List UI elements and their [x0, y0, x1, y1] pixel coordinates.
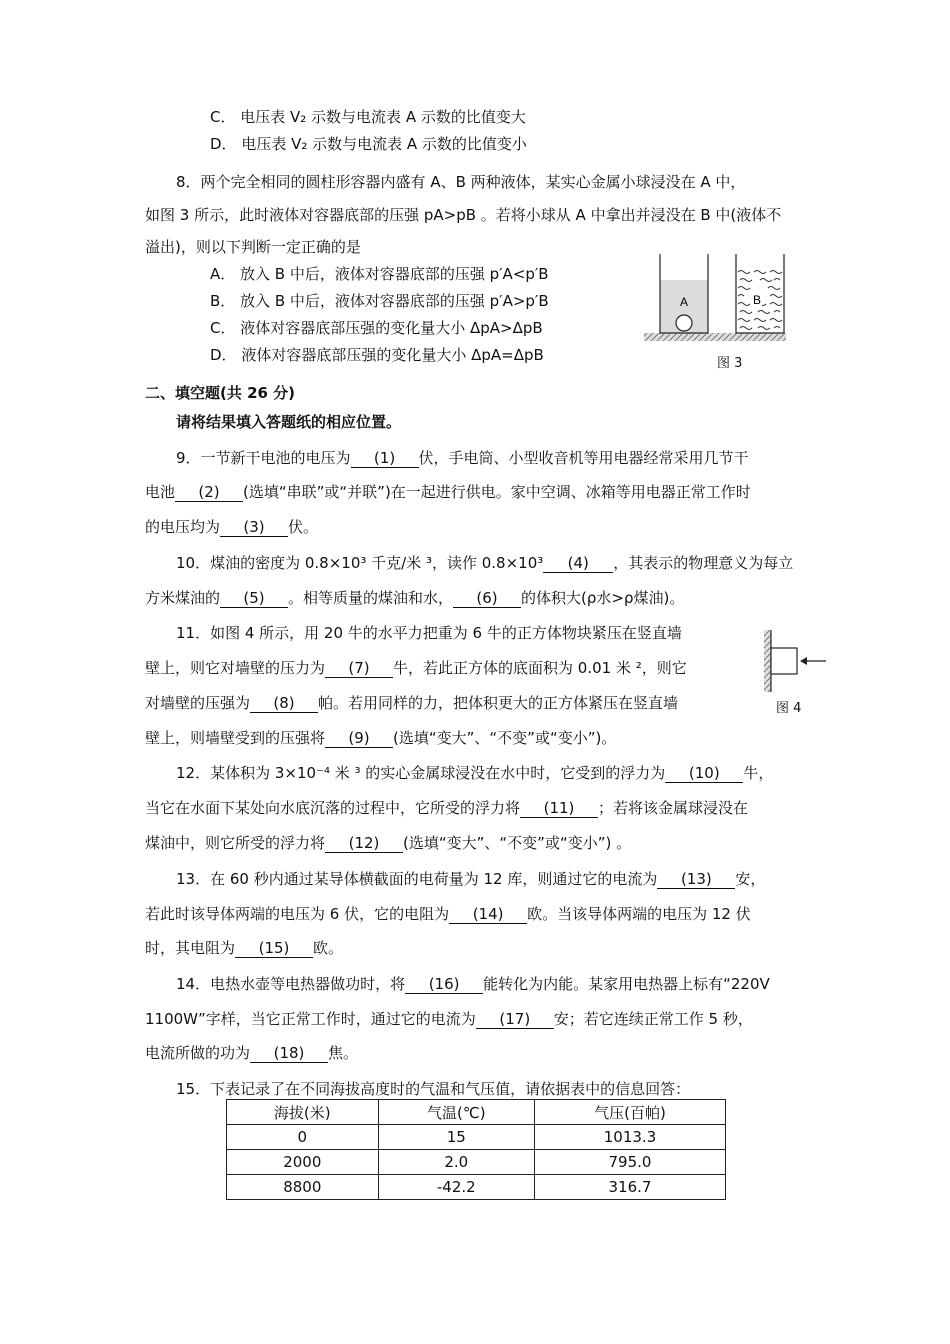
- q8-line-1: 8．两个完全相同的圆柱形容器内盛有 A、B 两种液体，某实心金属小球浸没在 A 中，: [176, 173, 746, 191]
- blank-3[interactable]: (3): [220, 518, 288, 537]
- wall: [764, 630, 771, 692]
- cell-temperature: 2.0: [378, 1150, 534, 1175]
- table-row: [227, 1150, 726, 1175]
- q14-text-1: 14．电热水壶等电热器做功时，将: [176, 975, 406, 993]
- q10-text-1: 10．煤油的密度为 0.8×10³ 千克/米 ³，读作 0.8×10³: [176, 554, 544, 572]
- q8-option-d: D． 液体对容器底部压强的变化量大小 ΔpA=ΔpB: [210, 346, 544, 364]
- q8-line-3: 溢出)，则以下判断一定正确的是: [145, 238, 361, 256]
- q11-line-1: 11．如图 4 所示，用 20 牛的水平力把重为 6 牛的正方体物块紧压在竖直墙: [176, 624, 682, 642]
- header-temperature: 气温(℃): [378, 1100, 534, 1125]
- blank-12[interactable]: (12): [325, 834, 403, 853]
- blank-6[interactable]: (6): [453, 589, 521, 608]
- table-row: [227, 1125, 726, 1150]
- q9-text-1: 9．一节新干电池的电压为: [176, 449, 351, 467]
- blank-9[interactable]: (9): [325, 729, 393, 748]
- figure-3-caption: 图 3: [717, 356, 743, 371]
- blank-5[interactable]: (5): [220, 589, 288, 608]
- q13-line-3: [145, 938, 343, 958]
- table-row: [227, 1175, 726, 1200]
- q13-line-2: [145, 904, 751, 924]
- blank-4[interactable]: (4): [543, 554, 613, 573]
- q12-line-2: [145, 798, 748, 818]
- q7-option-d: D． 电压表 V₂ 示数与电流表 A 示数的比值变小: [210, 135, 527, 153]
- section-instruction: 请将结果填入答题纸的相应位置。: [176, 413, 402, 431]
- q11-text-4: 对墙壁的压强为: [145, 694, 251, 712]
- force-arrowhead: [800, 657, 807, 665]
- q12-text-4: ；若将该金属球浸没在: [598, 799, 749, 817]
- header-pressure: 气压(百帕): [535, 1100, 726, 1125]
- q11-text-6: 壁上，则墙壁受到的压强将: [145, 729, 326, 747]
- q12-line-1: [176, 763, 773, 783]
- q9-text-4: (选填“串联”或“并联”)在一起进行供电。家中空调、冰箱等用电器正常工作时: [243, 483, 751, 501]
- q12-text-6: (选填“变大”、“不变”或“变小”) 。: [403, 834, 632, 852]
- q14-text-3: 1100W”字样，当它正常工作时，通过它的电流为: [145, 1010, 476, 1028]
- q9-text-2: 伏，手电筒、小型收音机等用电器经常采用几节干: [418, 449, 749, 467]
- q11-text-3: 牛，若此正方体的底面积为 0.01 米 ²，则它: [393, 659, 687, 677]
- header-altitude: 海拔(米): [227, 1100, 379, 1125]
- q9-text-6: 伏。: [288, 518, 319, 536]
- blank-11[interactable]: (11): [520, 799, 598, 818]
- q8-option-a: A． 放入 B 中后，液体对容器底部的压强 p′A<p′B: [210, 265, 549, 283]
- cell-temperature: -42.2: [378, 1175, 534, 1200]
- blank-18[interactable]: (18): [250, 1044, 328, 1063]
- q9-text-3: 电池: [145, 483, 176, 501]
- q10-text-5: 的体积大(ρ水>ρ煤油)。: [521, 589, 685, 607]
- q11-text-5: 帕。若用同样的力，把体积更大的正方体紧压在竖直墙: [318, 694, 679, 712]
- cube-block: [771, 648, 797, 674]
- blank-14[interactable]: (14): [449, 905, 527, 924]
- blank-16[interactable]: (16): [405, 975, 483, 994]
- q14-text-6: 焦。: [328, 1044, 359, 1062]
- cell-altitude: 0: [227, 1125, 379, 1150]
- figure-3: [640, 250, 790, 345]
- q9-line-3: [145, 517, 318, 537]
- blank-2[interactable]: (2): [175, 483, 243, 502]
- q14-text-4: 安；若它连续正常工作 5 秒，: [553, 1010, 753, 1028]
- q12-line-3: [145, 833, 631, 853]
- figure-4: [760, 628, 830, 694]
- ground: [644, 333, 786, 341]
- q14-text-5: 电流所做的功为: [145, 1044, 251, 1062]
- q9-text-5: 的电压均为: [145, 518, 221, 536]
- table-header-row: [227, 1100, 726, 1125]
- q13-text-5: 时，其电阻为: [145, 939, 236, 957]
- q11-text-2: 壁上，则它对墙壁的压力为: [145, 659, 326, 677]
- q12-text-2: 牛，: [743, 764, 774, 782]
- cell-pressure: 1013.3: [535, 1125, 726, 1150]
- blank-7[interactable]: (7): [325, 659, 393, 678]
- blank-13[interactable]: (13): [657, 870, 735, 889]
- blank-17[interactable]: (17): [476, 1010, 554, 1029]
- q10-text-2: ，其表示的物理意义为每立: [613, 554, 794, 572]
- q12-text-1: 12．某体积为 3×10⁻⁴ 米 ³ 的实心金属球浸没在水中时，它受到的浮力为: [176, 764, 666, 782]
- q10-text-3: 方米煤油的: [145, 589, 221, 607]
- q10-text-4: 。相等质量的煤油和水，: [288, 589, 454, 607]
- q12-text-3: 当它在水面下某处向水底沉落的过程中，它所受的浮力将: [145, 799, 521, 817]
- q13-text-2: 安，: [735, 870, 766, 888]
- q14-line-3: [145, 1043, 358, 1063]
- metal-ball: [676, 315, 692, 331]
- q10-line-2: [145, 588, 684, 608]
- q12-text-5: 煤油中，则它所受的浮力将: [145, 834, 326, 852]
- q13-line-1: [176, 869, 765, 889]
- q9-line-2: [145, 482, 751, 502]
- q11-line-2: [145, 658, 687, 678]
- q11-line-4: [145, 728, 616, 748]
- q14-line-2: [145, 1009, 753, 1029]
- blank-8[interactable]: (8): [250, 694, 318, 713]
- q11-text-7: (选填“变大”、“不变”或“变小”)。: [393, 729, 617, 747]
- figure-4-caption: 图 4: [776, 701, 802, 716]
- section-title: 二、填空题(共 26 分): [145, 384, 296, 402]
- q13-text-3: 若此时该导体两端的电压为 6 伏，它的电阻为: [145, 905, 450, 923]
- q13-text-6: 欧。: [313, 939, 344, 957]
- q11-line-3: [145, 693, 678, 713]
- blank-10[interactable]: (10): [665, 764, 743, 783]
- cell-pressure: 795.0: [535, 1150, 726, 1175]
- q14-line-1: [176, 974, 770, 994]
- q8-option-c: C． 液体对容器底部压强的变化量大小 ΔpA>ΔpB: [210, 319, 543, 337]
- blank-15[interactable]: (15): [235, 939, 313, 958]
- q10-line-1: [176, 553, 793, 573]
- q8-line-2: 如图 3 所示，此时液体对容器底部的压强 pA>pB 。若将小球从 A 中拿出并浸没在 B 中(液体不: [145, 206, 782, 224]
- cell-temperature: 15: [378, 1125, 534, 1150]
- q9-line-1: [176, 448, 749, 468]
- label-a: A: [679, 295, 689, 309]
- cell-pressure: 316.7: [535, 1175, 726, 1200]
- label-b: B: [752, 293, 762, 307]
- q7-option-c: C． 电压表 V₂ 示数与电流表 A 示数的比值变大: [210, 108, 526, 126]
- cell-altitude: 8800: [227, 1175, 379, 1200]
- q8-option-b: B． 放入 B 中后，液体对容器底部的压强 p′A>p′B: [210, 292, 549, 310]
- q15-intro: 15．下表记录了在不同海拔高度时的气温和气压值，请依据表中的信息回答：: [176, 1080, 691, 1098]
- blank-1[interactable]: (1): [351, 449, 419, 468]
- q13-text-4: 欧。当该导体两端的电压为 12 伏: [527, 905, 751, 923]
- cell-altitude: 2000: [227, 1150, 379, 1175]
- q14-text-2: 能转化为内能。某家用电热器上标有“220V: [483, 975, 770, 993]
- altitude-table: [226, 1099, 726, 1200]
- q13-text-1: 13．在 60 秒内通过某导体横截面的电荷量为 12 库，则通过它的电流为: [176, 870, 658, 888]
